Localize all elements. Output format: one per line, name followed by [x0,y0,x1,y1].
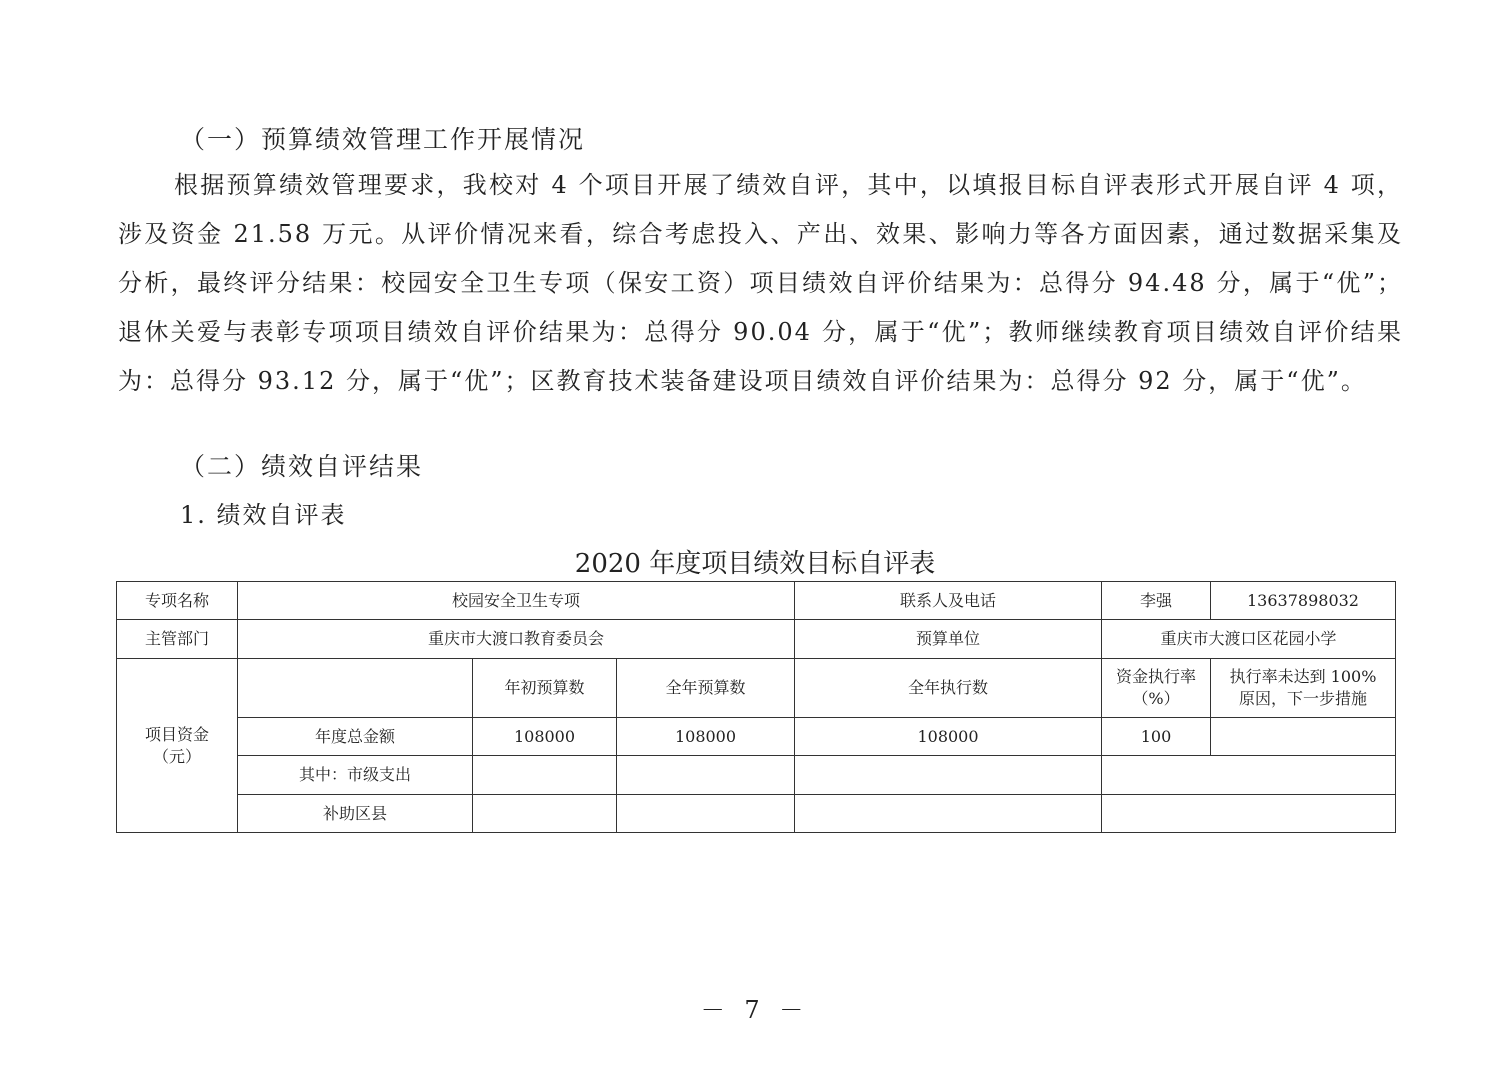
section-heading-1: （一）预算绩效管理工作开展情况 [180,125,586,154]
cell-initial: 108000 [473,718,617,756]
label-project-name: 专项名称 [117,582,238,620]
table-row [117,756,1396,795]
table-row [117,620,1396,659]
cell-reason [1211,718,1396,756]
cell-initial [473,795,617,833]
label-contact: 联系人及电话 [795,582,1102,620]
body-paragraph: 根据预算绩效管理要求，我校对 4 个项目开展了绩效自评，其中，以填报目标自评表形式开展自评 4 项，涉及资金 21.58 万元。从评价情况来看，综合考虑投入、产出、效果、影响力等各方面因素，通过数据采集及分析，最终评分结果：校园安全卫生专项（保安工资）项目绩效自评价结果为：总得分 94.48 分，属于“优”；退休关爱与表彰专项项目绩效自评价结果为：总得分 90.04 分，属于“优”；教师继续教育项目绩效自评价结果为：总得分 93.12 分，属于“优”；区教育技术装备建设项目绩效自评价结果为：总得分 92 分，属于“优”。 [118,171,1403,395]
header-reason [1211,659,1396,718]
cell-rate-reason [1102,795,1396,833]
row-label: 其中：市级支出 [238,756,473,795]
table-row [117,659,1396,718]
table-row [117,718,1396,756]
header-annual-budget: 全年预算数 [617,659,795,718]
performance-evaluation-table [116,581,1396,833]
table-row [117,582,1396,620]
department: 重庆市大渡口教育委员会 [238,620,795,659]
cell-rate: 100 [1102,718,1211,756]
contact-name: 李强 [1102,582,1211,620]
label-department: 主管部门 [117,620,238,659]
cell-annual [617,756,795,795]
cell-annual [617,795,795,833]
table-title: 2020 年度项目绩效目标自评表 [574,549,936,579]
header-blank [238,659,473,718]
cell-executed: 108000 [795,718,1102,756]
table-row [117,795,1396,833]
funds-label-text: 项目资金（元） [144,724,209,766]
label-project-funds [117,659,238,833]
header-execution-rate [1102,659,1211,718]
cell-initial [473,756,617,795]
reason-text: 执行率未达到 100% 原因，下一步措施 [1229,667,1377,708]
header-initial-budget: 年初预算数 [473,659,617,718]
row-label: 补助区县 [238,795,473,833]
contact-phone: 13637898032 [1211,582,1396,620]
project-name: 校园安全卫生专项 [238,582,795,620]
cell-executed [795,756,1102,795]
section-heading-2: （二）绩效自评结果 [180,452,424,481]
label-budget-unit: 预算单位 [795,620,1102,659]
cell-executed [795,795,1102,833]
header-executed: 全年执行数 [795,659,1102,718]
subsection-heading: 1. 绩效自评表 [180,501,347,529]
budget-unit: 重庆市大渡口区花园小学 [1102,620,1396,659]
page-number: － 7 － [700,996,810,1024]
execution-rate-text: 资金执行率（%） [1116,667,1197,708]
row-label: 年度总金额 [238,718,473,756]
cell-annual: 108000 [617,718,795,756]
cell-rate-reason [1102,756,1396,795]
